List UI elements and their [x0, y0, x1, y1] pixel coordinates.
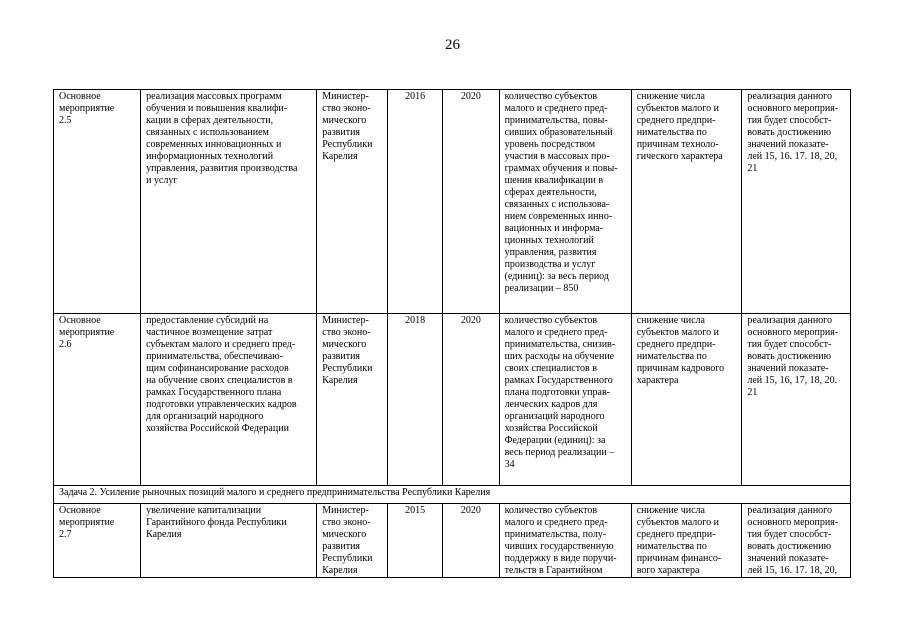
cell-line: основного мероприя-	[747, 327, 839, 338]
cell-line: основного мероприя-	[747, 103, 839, 114]
cell-line: принимательства, обеспечиваю-	[146, 351, 283, 362]
cell-line: ство эконо-	[322, 103, 371, 114]
cell-line: Республики	[322, 363, 373, 374]
cell-line: ство эконо-	[322, 327, 371, 338]
cell-line: Основное	[59, 315, 101, 326]
cell-line: реализация данного	[747, 91, 833, 102]
cell-line: принимательства, полу-	[504, 529, 607, 540]
cell-line: нимательства по	[636, 351, 707, 362]
cell-line: Карелия	[322, 151, 358, 162]
cell-line: Карелия	[146, 529, 182, 540]
cell-line: основного мероприя-	[747, 517, 839, 528]
description-cell	[141, 90, 317, 314]
table-row	[54, 314, 851, 486]
cell-line: снижение числа	[636, 315, 705, 326]
consequences-cell	[631, 90, 742, 314]
cell-line: управления, развития производства	[146, 163, 298, 174]
description-cell	[141, 314, 317, 486]
cell-line: вого характера	[636, 565, 700, 576]
cell-line: субъектам малого и среднего пред-	[146, 339, 296, 350]
cell-line: ших расходы на обучение	[504, 351, 615, 362]
cell-line: Министер-	[322, 315, 369, 326]
cell-line: ство эконо-	[322, 517, 371, 528]
cell-line: Министер-	[322, 91, 369, 102]
cell-line: развития	[322, 541, 361, 552]
cell-line: чивших государственную	[504, 541, 614, 552]
cell-line: вовать достижению	[747, 127, 832, 138]
table-row	[54, 504, 851, 578]
cell-line: управления, развития	[504, 247, 597, 258]
cell-line: нимательства по	[636, 541, 707, 552]
activity-cell	[54, 314, 141, 486]
cell-line: Основное	[59, 505, 101, 516]
cell-line: производства и услуг	[504, 259, 596, 270]
cell-line: субъектов малого и	[636, 103, 719, 114]
cell-line: рамках Государственного плана	[146, 387, 282, 398]
cell-line: лей 15, 16, 17, 18, 20.	[747, 375, 838, 386]
cell-line: снижение числа	[636, 505, 705, 516]
year-start-cell: 2015	[387, 504, 442, 578]
cell-line: реализации – 850	[504, 283, 579, 294]
cell-line: гического характера	[636, 151, 723, 162]
executor-cell	[317, 504, 388, 578]
cell-line: организаций народного	[504, 411, 605, 422]
cell-line: Основное	[59, 91, 101, 102]
cell-line: 21	[747, 387, 758, 398]
cell-line: мического	[322, 529, 367, 540]
cell-line: обучения и повышения квалифи-	[146, 103, 288, 114]
cell-line: (единиц): за весь период	[504, 271, 609, 282]
cell-line: количество субъектов	[504, 91, 598, 102]
cell-line: принимательства, снизив-	[504, 339, 616, 350]
cell-line: количество субъектов	[504, 315, 598, 326]
cell-line: для организаций народного	[146, 411, 264, 422]
year-start-cell: 2018	[387, 314, 442, 486]
cell-line: своих специалистов в	[504, 363, 597, 374]
cell-line: Федерации (единиц): за	[504, 435, 606, 446]
cell-line: сферах деятельности,	[504, 187, 597, 198]
consequences-cell	[631, 504, 742, 578]
cell-line: тия будет способст-	[747, 339, 832, 350]
indicator-link-cell	[742, 504, 851, 578]
cell-line: лей 15, 16. 17. 18, 20,	[747, 151, 838, 162]
year-end-cell: 2020	[443, 90, 499, 314]
cell-line: Карелия	[322, 565, 358, 576]
executor-cell	[317, 90, 388, 314]
page-number: 26	[445, 37, 460, 53]
cell-line: мического	[322, 115, 367, 126]
indicator-link-cell	[742, 314, 851, 486]
cell-line: количество субъектов	[504, 505, 598, 516]
cell-line: ционных технологий	[504, 235, 594, 246]
activity-cell	[54, 90, 141, 314]
cell-line: связанных с использова-	[504, 199, 610, 210]
cell-line: 2.7	[59, 529, 72, 540]
cell-line: нимательства по	[636, 127, 707, 138]
cell-line: весь период реализации –	[504, 447, 615, 458]
cell-line: среднего предпри-	[636, 339, 716, 350]
cell-line: характера	[636, 375, 679, 386]
cell-line: субъектов малого и	[636, 517, 719, 528]
executor-cell	[317, 314, 388, 486]
cell-line: вовать достижению	[747, 351, 832, 362]
cell-line: Министер-	[322, 505, 369, 516]
cell-line: Республики	[322, 553, 373, 564]
cell-line: 21	[747, 163, 758, 174]
cell-line: реализация массовых программ	[146, 91, 282, 102]
cell-line: значений показате-	[747, 553, 829, 564]
cell-line: мероприятие	[59, 103, 115, 114]
year-start-cell: 2016	[387, 90, 442, 314]
indicator-cell	[499, 504, 631, 578]
cell-line: шения квалификации в	[504, 175, 604, 186]
cell-line: предоставление субсидий на	[146, 315, 269, 326]
cell-line: ленческих кадров для	[504, 399, 598, 410]
indicator-cell	[499, 90, 631, 314]
cell-line: связанных с использованием	[146, 127, 269, 138]
cell-line: щим софинансирование расходов	[146, 363, 289, 374]
cell-line: малого и среднего пред-	[504, 103, 608, 114]
activity-cell	[54, 504, 141, 578]
cell-line: причинам кадрового	[636, 363, 725, 374]
cell-line: тельств в Гарантийном	[504, 565, 603, 576]
cell-line: мероприятие	[59, 517, 115, 528]
indicator-cell	[499, 314, 631, 486]
indicator-link-cell	[742, 90, 851, 314]
cell-line: вовать достижению	[747, 541, 832, 552]
cell-line: современных инновационных и	[146, 139, 282, 150]
cell-line: граммах обучения и повы-	[504, 163, 618, 174]
cell-line: реализация данного	[747, 505, 833, 516]
year-end-cell: 2020	[443, 504, 499, 578]
cell-line: 2.5	[59, 115, 72, 126]
table-row	[54, 90, 851, 314]
cell-line: малого и среднего пред-	[504, 327, 608, 338]
cell-line: сивших образовательный	[504, 127, 613, 138]
cell-line: участия в массовых про-	[504, 151, 610, 162]
cell-line: мероприятие	[59, 327, 115, 338]
cell-line: хозяйства Российской Федерации	[146, 423, 289, 434]
cell-line: причинам финансо-	[636, 553, 722, 564]
cell-line: информационных технологий	[146, 151, 274, 162]
consequences-cell	[631, 314, 742, 486]
description-cell	[141, 504, 317, 578]
cell-line: Республики	[322, 139, 373, 150]
task-heading: Задача 2. Усиление рыночных позиций малого и среднего предпринимательства Республики Карелия	[54, 486, 851, 504]
cell-line: среднего предпри-	[636, 115, 716, 126]
cell-line: вационных и информа-	[504, 223, 604, 234]
cell-line: тия будет способст-	[747, 529, 832, 540]
cell-line: кации в сферах деятельности,	[146, 115, 274, 126]
cell-line: развития	[322, 351, 361, 362]
cell-line: мического	[322, 339, 367, 350]
cell-line: плана подготовки управ-	[504, 387, 611, 398]
cell-line: нием современных инно-	[504, 211, 613, 222]
cell-line: 34	[504, 459, 515, 470]
cell-line: частичное возмещение затрат	[146, 327, 273, 338]
cell-line: Гарантийного фонда Республики	[146, 517, 287, 528]
program-activities-table	[53, 89, 851, 578]
cell-line: значений показате-	[747, 139, 829, 150]
cell-line: рамках Государственного	[504, 375, 613, 386]
cell-line: и услуг	[146, 175, 178, 186]
cell-line: подготовки управленческих кадров	[146, 399, 297, 410]
year-end-cell: 2020	[443, 314, 499, 486]
cell-line: причинам техноло-	[636, 139, 719, 150]
cell-line: развития	[322, 127, 361, 138]
cell-line: среднего предпри-	[636, 529, 716, 540]
cell-line: уровень посредством	[504, 139, 596, 150]
cell-line: малого и среднего пред-	[504, 517, 608, 528]
cell-line: 2.6	[59, 339, 72, 350]
cell-line: поддержку в виде поручи-	[504, 553, 617, 564]
cell-line: реализация данного	[747, 315, 833, 326]
cell-line: хозяйства Российской	[504, 423, 598, 434]
task-heading-row	[54, 486, 851, 504]
cell-line: Карелия	[322, 375, 358, 386]
cell-line: лей 15, 16. 17. 18, 20,	[747, 565, 838, 576]
cell-line: тия будет способст-	[747, 115, 832, 126]
cell-line: принимательства, повы-	[504, 115, 608, 126]
cell-line: снижение числа	[636, 91, 705, 102]
cell-line: увеличение капитализации	[146, 505, 262, 516]
cell-line: субъектов малого и	[636, 327, 719, 338]
cell-line: на обучение своих специалистов в	[146, 375, 293, 386]
cell-line: значений показате-	[747, 363, 829, 374]
